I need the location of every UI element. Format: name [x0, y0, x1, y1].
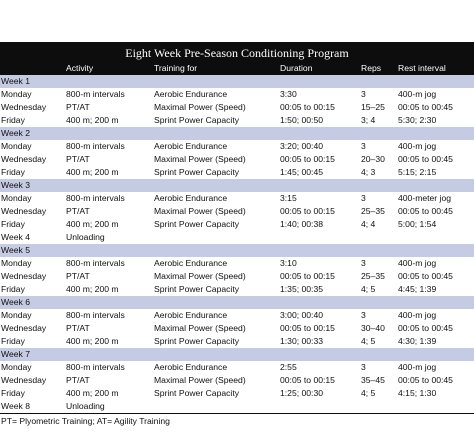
cell-rest-interval: 5:15; 2:15: [398, 167, 437, 177]
cell-rest-interval: 400-meter jog: [398, 193, 452, 203]
cell-day: Week 4: [1, 232, 30, 242]
table-row: [0, 387, 474, 400]
table-row: [0, 166, 474, 179]
cell-activity: 800-m intervals: [66, 310, 125, 320]
cell-training-for: Aerobic Endurance: [154, 89, 228, 99]
cell-reps: 25–35: [361, 271, 385, 281]
cell-rest-interval: 00:05 to 00:45: [398, 375, 453, 385]
table-title: Eight Week Pre-Season Conditioning Program: [0, 42, 474, 62]
cell-duration: 00:05 to 00:15: [280, 323, 335, 333]
cell-rest-interval: 00:05 to 00:45: [398, 271, 453, 281]
cell-activity: 800-m intervals: [66, 193, 125, 203]
cell-training-for: Sprint Power Capacity: [154, 284, 240, 294]
cell-training-for: Aerobic Endurance: [154, 141, 228, 151]
cell-rest-interval: 4:45; 1:39: [398, 284, 437, 294]
cell-reps: 4; 5: [361, 284, 376, 294]
cell-activity: PT/AT: [66, 206, 90, 216]
week-row: [0, 348, 474, 361]
week-row: [0, 296, 474, 309]
cell-training-for: Maximal Power (Speed): [154, 206, 246, 216]
cell-duration: 2:55: [280, 362, 297, 372]
cell-activity: Unloading: [66, 232, 105, 242]
cell-duration: 3:15: [280, 193, 297, 203]
cell-duration: 1:35; 00:35: [280, 284, 324, 294]
cell-activity: 400 m; 200 m: [66, 219, 119, 229]
cell-rest-interval: 400-m jog: [398, 362, 437, 372]
cell-day: Wednesday: [1, 154, 47, 164]
table-row: [0, 257, 474, 270]
cell-duration: 1:40; 00:38: [280, 219, 324, 229]
cell-activity: 800-m intervals: [66, 89, 125, 99]
cell-rest-interval: 00:05 to 00:45: [398, 206, 453, 216]
cell-duration: 1:50; 00:50: [280, 115, 324, 125]
cell-reps: 20–30: [361, 154, 385, 164]
cell-day: Wednesday: [1, 102, 47, 112]
cell-reps: 15–25: [361, 102, 385, 112]
cell-training-for: Aerobic Endurance: [154, 310, 228, 320]
cell-duration: 00:05 to 00:15: [280, 206, 335, 216]
cell-training-for: Sprint Power Capacity: [154, 115, 240, 125]
cell-day: Week 7: [1, 349, 30, 359]
cell-training-for: Sprint Power Capacity: [154, 388, 240, 398]
table-row: [0, 231, 474, 244]
cell-day: Monday: [1, 141, 32, 151]
week-row: [0, 75, 474, 88]
cell-activity: 800-m intervals: [66, 141, 125, 151]
cell-day: Monday: [1, 310, 32, 320]
cell-reps: 3: [361, 310, 366, 320]
table-row: [0, 88, 474, 101]
cell-day: Friday: [1, 336, 25, 346]
cell-training-for: Maximal Power (Speed): [154, 323, 246, 333]
cell-duration: 00:05 to 00:15: [280, 271, 335, 281]
cell-reps: 4; 3: [361, 167, 376, 177]
cell-duration: 00:05 to 00:15: [280, 102, 335, 112]
cell-rest-interval: 400-m jog: [398, 89, 437, 99]
cell-training-for: Aerobic Endurance: [154, 193, 228, 203]
cell-activity: PT/AT: [66, 271, 90, 281]
cell-reps: 3: [361, 258, 366, 268]
cell-rest-interval: 00:05 to 00:45: [398, 102, 453, 112]
cell-rest-interval: 5:00; 1:54: [398, 219, 437, 229]
cell-day: Friday: [1, 219, 25, 229]
cell-day: Friday: [1, 284, 25, 294]
cell-day: Week 2: [1, 128, 30, 138]
cell-duration: 3:10: [280, 258, 297, 268]
cell-reps: 3: [361, 193, 366, 203]
table-row: [0, 309, 474, 322]
header-row: [0, 62, 474, 75]
cell-day: Week 6: [1, 297, 30, 307]
table-row: [0, 270, 474, 283]
cell-day: Week 1: [1, 76, 30, 86]
cell-activity: PT/AT: [66, 102, 90, 112]
cell-rest-interval: 4:30; 1:39: [398, 336, 437, 346]
cell-activity: 400 m; 200 m: [66, 336, 119, 346]
cell-training-for: Maximal Power (Speed): [154, 271, 246, 281]
cell-activity: 400 m; 200 m: [66, 115, 119, 125]
cell-day: Week 8: [1, 401, 30, 411]
table-row: [0, 400, 474, 413]
table-row: [0, 283, 474, 296]
table-row: [0, 140, 474, 153]
cell-day: Monday: [1, 362, 32, 372]
cell-training-for: Aerobic Endurance: [154, 362, 228, 372]
cell-duration: 00:05 to 00:15: [280, 375, 335, 385]
table-row: [0, 101, 474, 114]
cell-training-for: Maximal Power (Speed): [154, 154, 246, 164]
cell-reps: 3: [361, 141, 366, 151]
cell-duration: 3:30: [280, 89, 297, 99]
week-row: [0, 179, 474, 192]
cell-reps: 35–45: [361, 375, 385, 385]
cell-day: Wednesday: [1, 271, 47, 281]
cell-training-for: Sprint Power Capacity: [154, 336, 240, 346]
cell-reps: 3: [361, 89, 366, 99]
cell-day: Wednesday: [1, 323, 47, 333]
cell-day: Week 5: [1, 245, 30, 255]
cell-reps: 4; 4: [361, 219, 376, 229]
table-row: [0, 322, 474, 335]
cell-activity: 400 m; 200 m: [66, 388, 119, 398]
cell-reps: 3: [361, 362, 366, 372]
cell-training-for: Sprint Power Capacity: [154, 167, 240, 177]
cell-day: Monday: [1, 258, 32, 268]
cell-rest-interval: 00:05 to 00:45: [398, 323, 453, 333]
table-row: [0, 361, 474, 374]
cell-activity: 800-m intervals: [66, 362, 125, 372]
table-row: [0, 153, 474, 166]
cell-rest-interval: 400-m jog: [398, 310, 437, 320]
cell-rest-interval: 400-m jog: [398, 258, 437, 268]
cell-day: Friday: [1, 167, 25, 177]
week-row: [0, 127, 474, 140]
cell-rest-interval: 00:05 to 00:45: [398, 154, 453, 164]
cell-duration: 00:05 to 00:15: [280, 154, 335, 164]
header-rest-interval: Rest interval: [398, 63, 446, 73]
cell-rest-interval: 5:30; 2:30: [398, 115, 437, 125]
table-row: [0, 218, 474, 231]
table-row: [0, 192, 474, 205]
cell-day: Friday: [1, 388, 25, 398]
cell-reps: 25–35: [361, 206, 385, 216]
cell-duration: 3:20; 00:40: [280, 141, 324, 151]
cell-day: Week 3: [1, 180, 30, 190]
cell-rest-interval: 4:15; 1:30: [398, 388, 437, 398]
cell-training-for: Maximal Power (Speed): [154, 375, 246, 385]
cell-duration: 1:45; 00:45: [280, 167, 324, 177]
table-row: [0, 374, 474, 387]
cell-activity: 800-m intervals: [66, 258, 125, 268]
table-row: [0, 114, 474, 127]
footnote: PT= Plyometric Training; AT= Agility Training: [0, 413, 474, 428]
cell-training-for: Aerobic Endurance: [154, 258, 228, 268]
cell-activity: Unloading: [66, 401, 105, 411]
cell-activity: PT/AT: [66, 375, 90, 385]
cell-duration: 3:00; 00:40: [280, 310, 324, 320]
week-row: [0, 244, 474, 257]
cell-activity: 400 m; 200 m: [66, 284, 119, 294]
header-training-for: Training for: [154, 63, 198, 73]
cell-reps: 30–40: [361, 323, 385, 333]
table-row: [0, 205, 474, 218]
cell-day: Wednesday: [1, 375, 47, 385]
header-duration: Duration: [280, 63, 313, 73]
cell-training-for: Maximal Power (Speed): [154, 102, 246, 112]
cell-duration: 1:25; 00:30: [280, 388, 324, 398]
top-margin: [0, 0, 474, 42]
cell-day: Friday: [1, 115, 25, 125]
cell-rest-interval: 400-m jog: [398, 141, 437, 151]
cell-activity: PT/AT: [66, 154, 90, 164]
cell-day: Wednesday: [1, 206, 47, 216]
cell-activity: PT/AT: [66, 323, 90, 333]
cell-day: Monday: [1, 89, 32, 99]
table-body: [0, 75, 474, 413]
cell-training-for: Sprint Power Capacity: [154, 219, 240, 229]
cell-duration: 1:30; 00:33: [280, 336, 324, 346]
cell-activity: 400 m; 200 m: [66, 167, 119, 177]
header-reps: Reps: [361, 63, 382, 73]
cell-reps: 3; 4: [361, 115, 376, 125]
cell-day: Monday: [1, 193, 32, 203]
table-row: [0, 335, 474, 348]
cell-reps: 4; 5: [361, 336, 376, 346]
cell-reps: 4; 5: [361, 388, 376, 398]
header-activity: Activity: [66, 63, 94, 73]
